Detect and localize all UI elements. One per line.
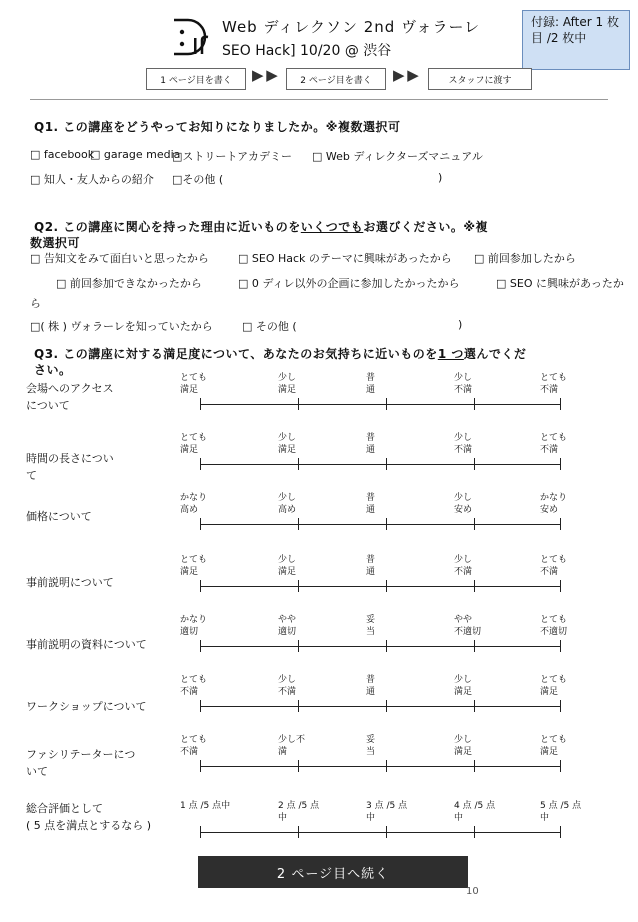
q3-scale-tick[interactable]: [560, 826, 561, 838]
q3-scale-label: 5 点 /5 点 中: [540, 801, 582, 823]
q3-scale-label: やや 適切: [278, 615, 297, 637]
q3-item-label: 事前説明について: [26, 576, 114, 589]
q3-scale-tick[interactable]: [560, 640, 561, 652]
q3-scale-label: かなり 適切: [180, 615, 208, 637]
q3-scale-label: 少し不 満: [278, 735, 306, 757]
q3-scale-label: かなり 安め: [540, 493, 568, 515]
appendix-badge: 付録: After 1 枚目 /2 枚中: [522, 10, 630, 70]
q3-scale-label: とても 満足: [540, 675, 568, 697]
q1-other-close-paren: ): [438, 171, 443, 184]
q1-option-facebook[interactable]: □ facebook: [30, 148, 95, 161]
q2-option-missed-before[interactable]: □ 前回参加できなかったから: [56, 277, 202, 290]
q3-title-post: 選んでくだ: [463, 347, 527, 361]
q3-scale-label: とても 満足: [180, 373, 208, 395]
step-write-page2: 2 ページ目を書く: [286, 68, 386, 90]
q3-scale-label: 少し 満足: [454, 675, 473, 697]
q2-option-attended-before[interactable]: □ 前回参加したから: [474, 252, 576, 265]
dir-logo: [170, 14, 214, 60]
q3-scale-label: 少し 満足: [454, 735, 473, 757]
q3-scale-label: 少し 不満: [278, 675, 297, 697]
q3-scale-line[interactable]: [200, 832, 560, 833]
q3-title-line2: さい。: [34, 363, 72, 377]
q3-scale-label: とても 満足: [180, 433, 208, 455]
q2-title: [34, 218, 488, 235]
step-arrow-2: ▶ ▶: [393, 66, 418, 84]
q1-option-street-academy[interactable]: □ストリートアカデミー: [172, 150, 292, 163]
q3-scale-label: 少し 不満: [454, 555, 473, 577]
q1-title: Q1. この講座をどうやってお知りになりましたか。※複数選択可: [34, 120, 401, 134]
q3-scale-label: 少し 満足: [278, 433, 297, 455]
q3-scale-tick[interactable]: [560, 518, 561, 530]
q3-scale-label: 少し 安め: [454, 493, 473, 515]
q3-scale-line[interactable]: [200, 464, 560, 465]
q3-scale-label: とても 満足: [540, 735, 568, 757]
q1-option-web-directors-manual[interactable]: □ Web ディレクターズマニュアル: [312, 150, 483, 163]
q3-scale-tick[interactable]: [560, 398, 561, 410]
q3-scale-label: 2 点 /5 点 中: [278, 801, 320, 823]
q2-option-announcement[interactable]: □ 告知文をみて面白いと思ったから: [30, 252, 209, 265]
q3-item-label: ワークショップについて: [26, 700, 147, 713]
q3-item-label: 会場へのアクセス について: [26, 382, 114, 412]
q3-scale-line[interactable]: [200, 706, 560, 707]
q2-option-know-volare[interactable]: □( 株 ) ヴォラーレを知っていたから: [30, 320, 213, 333]
q3-scale-label: 普 通: [366, 373, 376, 395]
q3-item-label: 価格について: [26, 510, 92, 523]
continue-to-page2-banner: 2 ページ目へ続く: [198, 856, 468, 888]
q3-scale-line[interactable]: [200, 524, 560, 525]
q2-option-other-event[interactable]: □ 0 ディレ以外の企画に参加したかったから: [238, 277, 460, 290]
q3-scale-line[interactable]: [200, 646, 560, 647]
q3-scale-tick[interactable]: [560, 760, 561, 772]
q3-scale-label: 普 通: [366, 493, 376, 515]
q3-scale-label: 少し 満足: [278, 555, 297, 577]
q2-option-seo-interest-wrap: ら: [30, 297, 41, 310]
q3-scale-label: かなり 高め: [180, 493, 208, 515]
q3-scale-line[interactable]: [200, 586, 560, 587]
q3-scale-tick[interactable]: [560, 700, 561, 712]
q3-scale-label: 普 通: [366, 555, 376, 577]
q3-scale-label: 少し 不満: [454, 373, 473, 395]
q3-scale-label: 少し 高め: [278, 493, 297, 515]
q3-scale-tick[interactable]: [560, 580, 561, 592]
q3-title-pre: Q3. この講座に対する満足度について、あなたのお気持ちに近いものを: [34, 347, 438, 361]
q3-title-emphasis: 1 つ: [437, 347, 464, 361]
q3-scale-label: 普 通: [366, 675, 376, 697]
q3-scale-line[interactable]: [200, 766, 560, 767]
q3-scale-line[interactable]: [200, 404, 560, 405]
step-write-page1: 1 ページ目を書く: [146, 68, 246, 90]
q3-scale-label: とても 不満: [180, 675, 208, 697]
header-divider: [30, 99, 608, 100]
q1-option-other[interactable]: □その他 (: [172, 173, 224, 186]
q3-scale-label: 4 点 /5 点 中: [454, 801, 496, 823]
q2-title-emphasis: いくつでも: [300, 220, 364, 234]
q3-item-label: 総合評価として ( 5 点を満点とするなら ): [26, 802, 152, 832]
q3-scale-label: とても 満足: [180, 555, 208, 577]
q3-scale-label: とても 不満: [540, 433, 568, 455]
q2-option-seo-interest[interactable]: □ SEO に興味があったか: [496, 277, 624, 290]
q3-scale-label: とても 不適切: [540, 615, 568, 637]
step-hand-to-staff: スタッフに渡す: [428, 68, 532, 90]
q3-item-label: ファシリテーターにつ いて: [26, 748, 136, 778]
q2-option-other[interactable]: □ その他 (: [242, 320, 297, 333]
q3-scale-label: とても 不満: [540, 373, 568, 395]
q3-scale-label: 少し 満足: [278, 373, 297, 395]
event-subtitle: SEO Hack] 10/20 @ 渋谷: [222, 43, 392, 59]
q3-scale-label: 妥 当: [366, 615, 376, 637]
q2-option-seo-hack-theme[interactable]: □ SEO Hack のテーマに興味があったから: [238, 252, 452, 265]
q2-other-close-paren: ): [458, 318, 463, 331]
q2-title-pre: Q2. この講座に関心を持った理由に近いものを: [34, 220, 301, 234]
q3-scale-label: 少し 不満: [454, 433, 473, 455]
step-arrow-1: ▶ ▶: [252, 66, 277, 84]
q3-scale-label: 1 点 /5 点中: [180, 801, 231, 811]
q1-option-garage-media[interactable]: □ garage media: [90, 148, 181, 161]
q3-scale-tick[interactable]: [560, 458, 561, 470]
q3-scale-label: 妥 当: [366, 735, 376, 757]
q3-scale-label: とても 不満: [540, 555, 568, 577]
q3-scale-label: とても 不満: [180, 735, 208, 757]
event-title: Web ディレクソン 2nd ヴォラーレ: [222, 18, 481, 36]
page-number: 10: [466, 886, 479, 897]
q3-scale-label: 普 通: [366, 433, 376, 455]
q3-scale-label: 3 点 /5 点 中: [366, 801, 408, 823]
q2-title-line2: 数選択可: [30, 236, 81, 250]
q3-title: [34, 345, 526, 362]
q2-title-post: お選びください。※複: [363, 220, 488, 234]
q3-item-label: 事前説明の資料について: [26, 638, 147, 651]
q1-option-friend-referral[interactable]: □ 知人・友人からの紹介: [30, 173, 154, 186]
q3-item-label: 時間の長さについ て: [26, 452, 114, 482]
q3-scale-label: やや 不適切: [454, 615, 482, 637]
